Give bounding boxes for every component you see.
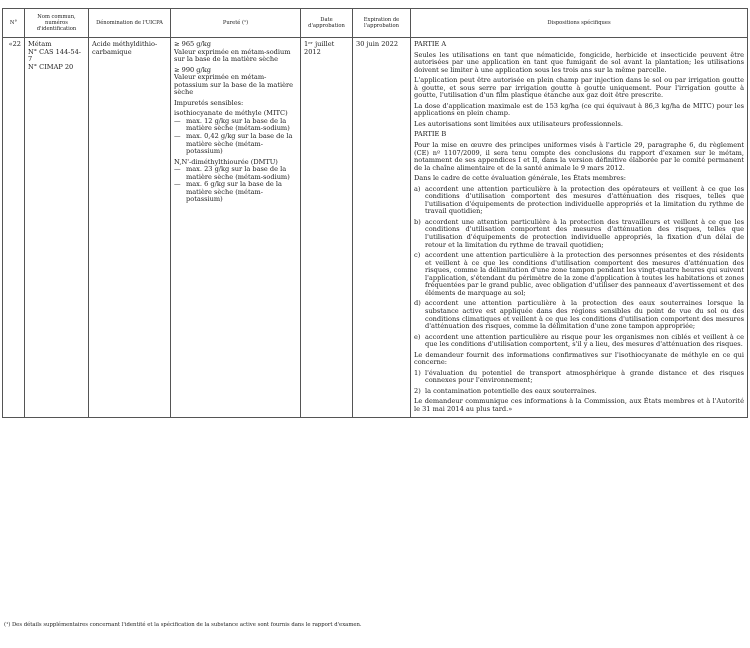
purity-potassium: ≥ 990 g/kg xyxy=(174,65,211,74)
mitc-title: isothiocyanate de méthyle (MITC) xyxy=(174,109,288,118)
header-expiry: Expiration de l'approbation xyxy=(353,9,411,38)
list-item: c) accordent une attention particulière à la protection des personnes présentes et des résidents et veillent à ce que les conditions d'utilisation comportent des mesures d'atténuation des risques, comme la délimitation d'une zone tampon pendant les vingt-quatre heures qui suivent l'application, s'étendant du périmètre de la zone d'application à toutes les habitations et zones fréquentées par le grand public, avec obligation d'utiliser des panneaux d'avertissement et des éléments de marquage au sol; xyxy=(414,251,744,297)
part-a-paragraph: L'application peut être autorisée en plein champ par injection dans le sol ou par irrigation goutte à goutte, et sous serre par irrigation goutte à goutte uniquement. Pour l'irrigation goutte à goutte, l'utilisation d'un film plastique étanche aux gaz doit être prescrite. xyxy=(414,76,744,100)
part-a-title: PARTIE A xyxy=(414,40,447,48)
list-item: e) accordent une attention particulière au risque pour les organismes non ciblés et veillent à ce que les conditions d'utilisation comportent, s'il y a lieu, des mesures d'atténuation des risques. xyxy=(414,332,744,349)
list-item: 2) la contamination potentielle des eaux souterraines. xyxy=(414,386,597,395)
header-approval-date: Date d'approbation xyxy=(301,9,353,38)
part-b-intro: Pour la mise en œuvre des principes uniformes visés à l'article 29, paragraphe 6, du règlement (CE) nº 1107/2009, il sera tenu compte des conclusions du rapport d'examen sur le métam, notamment de ses appendices I et II, dans la version définitive élaborée par le comité permanent de la chaîne alimentaire et de la santé animale le 9 mars 2012. xyxy=(414,141,744,172)
part-b-title: PARTIE B xyxy=(414,130,447,139)
purity-sodium-note: Valeur exprimée en métam-sodium sur la base de la matière sèche xyxy=(174,47,291,64)
footnote: (¹) Des détails supplémentaires concernant l'identité et la spécification de la substance active sont fournis dans le rapport d'examen. xyxy=(4,622,362,628)
part-b-lead: Dans le cadre de cette évaluation générale, les États membres: xyxy=(414,174,626,183)
header-number: N° xyxy=(3,9,25,38)
cell-number: «22 xyxy=(3,38,25,418)
table-row xyxy=(3,38,748,418)
impurities-title: Impuretés sensibles: xyxy=(174,98,244,107)
purity-potassium-note: Valeur exprimée en métam-potassium sur la base de la matière sèche xyxy=(174,73,294,97)
list-item: d) accordent une attention particulière à la protection des eaux souterraines lorsque la substance active est appliquée dans des régions sensibles du point de vue du sol ou des conditions climatiques et veillent à ce que les conditions d'utilisation comportent des mesures d'atténuation des risques, comme la délimitation d'une zone tampon appropriée; xyxy=(414,299,744,331)
part-a-paragraph: Seules les utilisations en tant que nématicide, fongicide, herbicide et insecticide peuvent être autorisées par une application en tant que fumigant de sol avant la plantation; les utilisations doivent se limiter à une application sous les trois ans sur la même parcelle. xyxy=(414,50,744,74)
closing-paragraph: Le demandeur communique ces informations à la Commission, aux États membres et à l'Autorité le 31 mai 2014 au plus tard.» xyxy=(414,397,744,413)
list-item: — max. 0,42 g/kg sur la base de la matière sèche (métam-potassium) xyxy=(174,132,293,156)
cell-iupac: Acide méthyldithio-carbamique xyxy=(89,38,171,418)
header-iupac: Dénomination de l'UICPA xyxy=(89,9,171,38)
list-item: — max. 6 g/kg sur la base de la matière sèche (métam-potassium) xyxy=(174,180,282,204)
list-item: 1) l'évaluation du potentiel de transport atmosphérique à grande distance et des risques connexes pour l'environnement; xyxy=(414,368,744,385)
part-a-paragraph: Les autorisations sont limitées aux utilisateurs professionnels. xyxy=(414,119,623,128)
cell-common-name: Métam N° CAS 144-54-7 N° CIMAP 20 xyxy=(25,38,89,418)
list-item: a) accordent une attention particulière à la protection des opérateurs et veillent à ce que les conditions d'utilisation comportent des mesures d'atténuation des risques, telles que l'utilisation d'équipements de protection individuelle appropriés et la limitation du rythme de travail quotidien; xyxy=(414,184,744,216)
dmtu-title: N,N'-diméthylthiourée (DMTU) xyxy=(174,157,278,166)
header-purity: Pureté (¹) xyxy=(171,9,301,38)
notifier-paragraph: Le demandeur fournit des informations confirmatives sur l'isothiocyanate de méthyle en ce qui concerne: xyxy=(414,350,744,367)
approval-table xyxy=(2,8,748,418)
part-a-paragraph: La dose d'application maximale est de 153 kg/ha (ce qui équivaut à 86,3 kg/ha de MITC) pour les applications en plein champ. xyxy=(414,101,744,118)
list-item: — max. 12 g/kg sur la base de la matière sèche (métam-sodium) xyxy=(174,116,290,133)
purity-sodium: ≥ 965 g/kg xyxy=(174,40,211,48)
cell-purity xyxy=(171,38,301,418)
cell-specific-provisions xyxy=(411,38,748,418)
header-specific-provisions: Dispositions spécifiques xyxy=(411,9,748,38)
table-header-row xyxy=(3,9,748,38)
cell-approval-date: 1ᵉʳ juillet 2012 xyxy=(301,38,353,418)
list-item: b) accordent une attention particulière à la protection des travailleurs et veillent à ce que les conditions d'utilisation comportent des mesures d'atténuation des risques, telles que l'utilisation d'équipements de protection individuelle appropriés, la fixation d'un délai de retour et la limitation du rythme de travail quotidien; xyxy=(414,217,744,249)
header-common-name: Nom commun, numéros d'identification xyxy=(25,9,89,38)
list-item: — max. 23 g/kg sur la base de la matière sèche (métam-sodium) xyxy=(174,165,290,181)
cell-expiry: 30 juin 2022 xyxy=(353,38,411,418)
